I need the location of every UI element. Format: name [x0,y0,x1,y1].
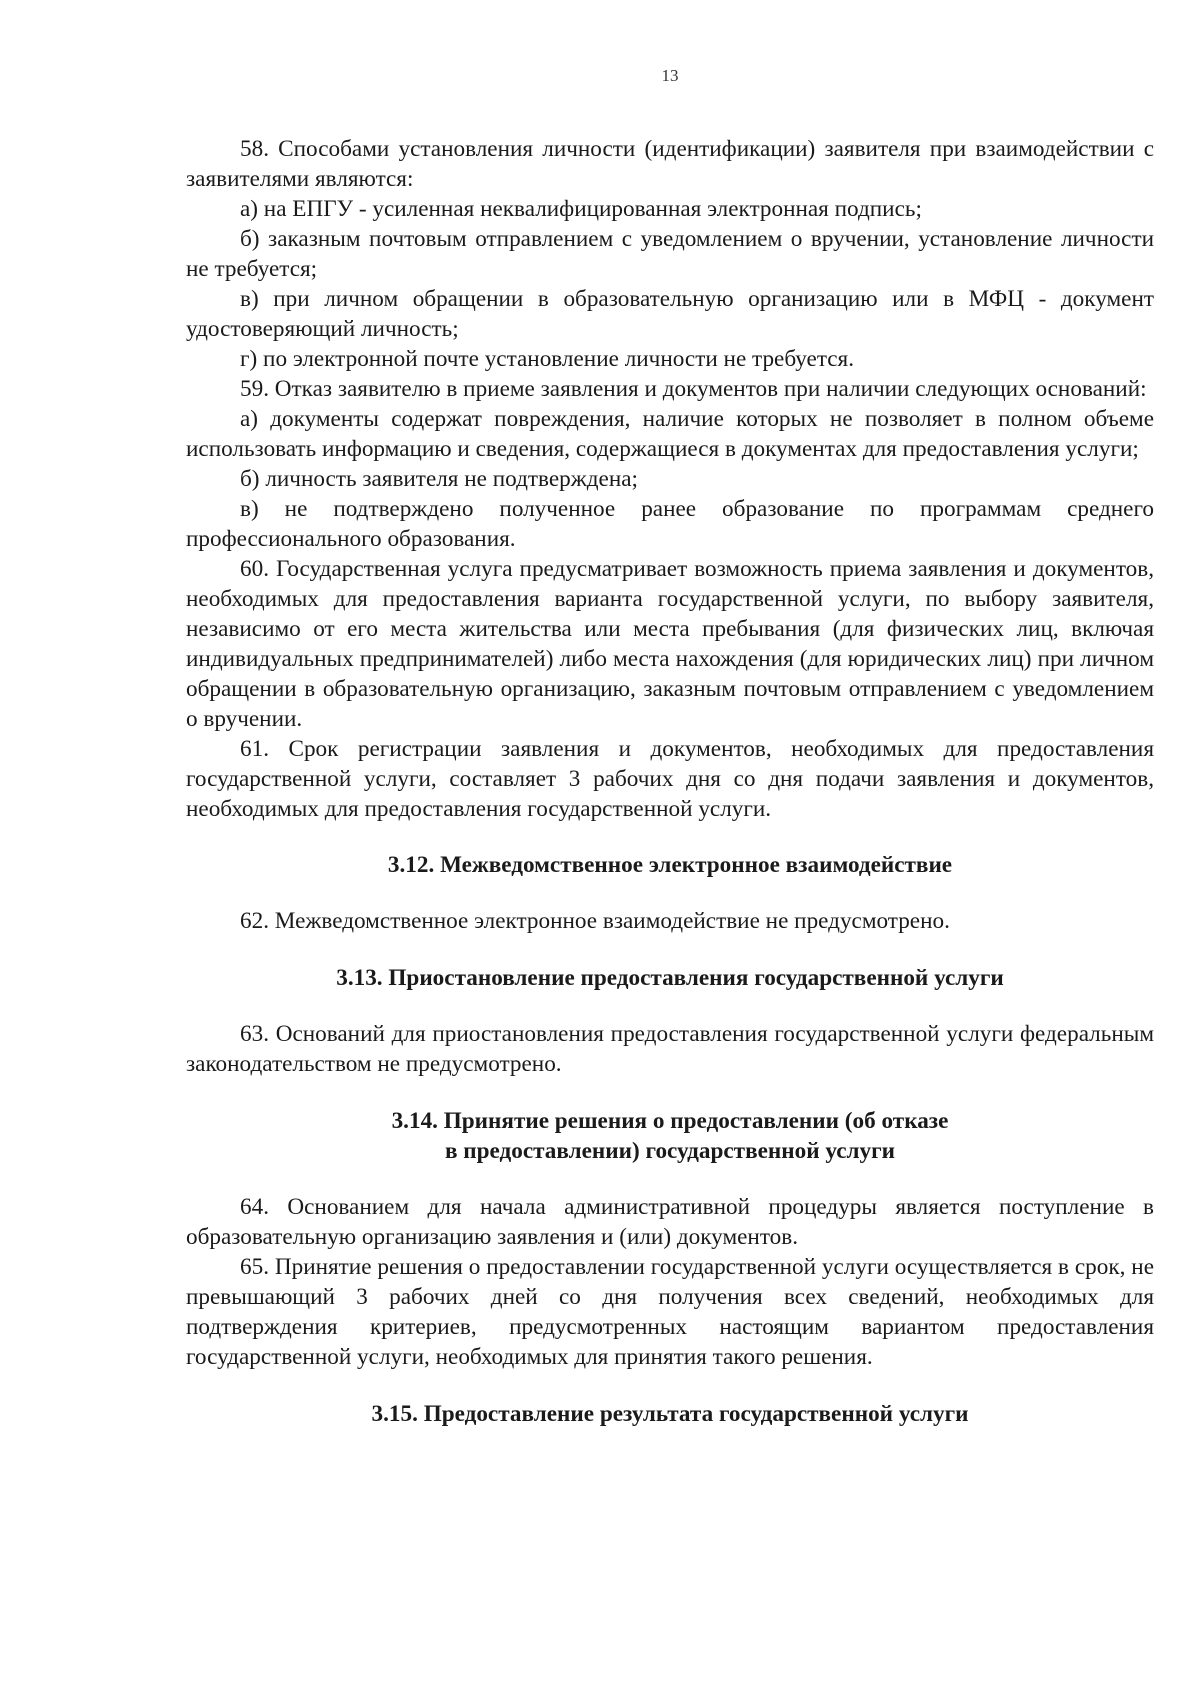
paragraph-58-v: в) при личном обращении в образовательную организацию или в МФЦ - документ удостоверяющий личность; [186,286,1154,342]
paragraph-61: 61. Срок регистрации заявления и документов, необходимых для предоставления государственной услуги, составляет 3 рабочих дня со дня подачи заявления и документов, необходимых для предоставления государственной услуги. [186,736,1154,822]
document-body [186,134,1154,1429]
paragraph-58-a: а) на ЕПГУ - усиленная неквалифицированная электронная подпись; [240,196,922,222]
section-heading-3-14-line-2: в предоставлении) государственной услуги [444,1138,896,1164]
paragraph-58-b: б) заказным почтовым отправлением с уведомлением о вручении, установление личности не требуется; [186,226,1154,282]
section-heading-3-14 [186,1106,1154,1166]
paragraph-59-b: б) личность заявителя не подтверждена; [240,466,638,492]
paragraph-63: 63. Оснований для приостановления предоставления государственной услуги федеральным законодательством не предусмотрено. [186,1021,1154,1077]
section-heading-3-12: 3.12. Межведомственное электронное взаимодействие [387,852,953,878]
paragraph-62: 62. Межведомственное электронное взаимодействие не предусмотрено. [240,908,950,934]
paragraph-59: 59. Отказ заявителю в приеме заявления и документов при наличии следующих оснований: [240,376,1147,402]
section-heading-3-15: 3.15. Предоставление результата государственной услуги [371,1401,969,1427]
paragraph-59-a: а) документы содержат повреждения, наличие которых не позволяет в полном объеме использовать информацию и сведения, содержащиеся в документах для предоставления услуги; [186,406,1154,462]
paragraph-65: 65. Принятие решения о предоставлении государственной услуги осуществляется в срок, не превышающий 3 рабочих дней со дня получения всех сведений, необходимых для подтверждения критериев, предусмотренных настоящим вариантом предоставления государственной услуги, необходимых для принятия такого решения. [186,1254,1154,1370]
paragraph-59-v: в) не подтверждено полученное ранее образование по программам среднего профессионального образования. [186,496,1154,552]
section-heading-3-13: 3.13. Приостановление предоставления государственной услуги [336,965,1004,991]
paragraph-60: 60. Государственная услуга предусматривает возможность приема заявления и документов, необходимых для предоставления варианта государственной услуги, по выбору заявителя, независимо от его места жительства или места пребывания (для физических лиц, включая индивидуальных предпринимателей) либо места нахождения (для юридических лиц) при личном обращении в образовательную организацию, заказным почтовым отправлением с уведомлением о вручении. [186,556,1154,732]
page-number: 13 [661,66,679,85]
paragraph-58-g: г) по электронной почте установление личности не требуется. [240,346,855,372]
paragraph-64: 64. Основанием для начала административной процедуры является поступление в образовательную организацию заявления и (или) документов. [186,1194,1154,1250]
paragraph-58: 58. Способами установления личности (идентификации) заявителя при взаимодействии с заявителями являются: [186,136,1154,192]
section-heading-3-14-line-1: 3.14. Принятие решения о предоставлении (об отказе [391,1108,949,1134]
